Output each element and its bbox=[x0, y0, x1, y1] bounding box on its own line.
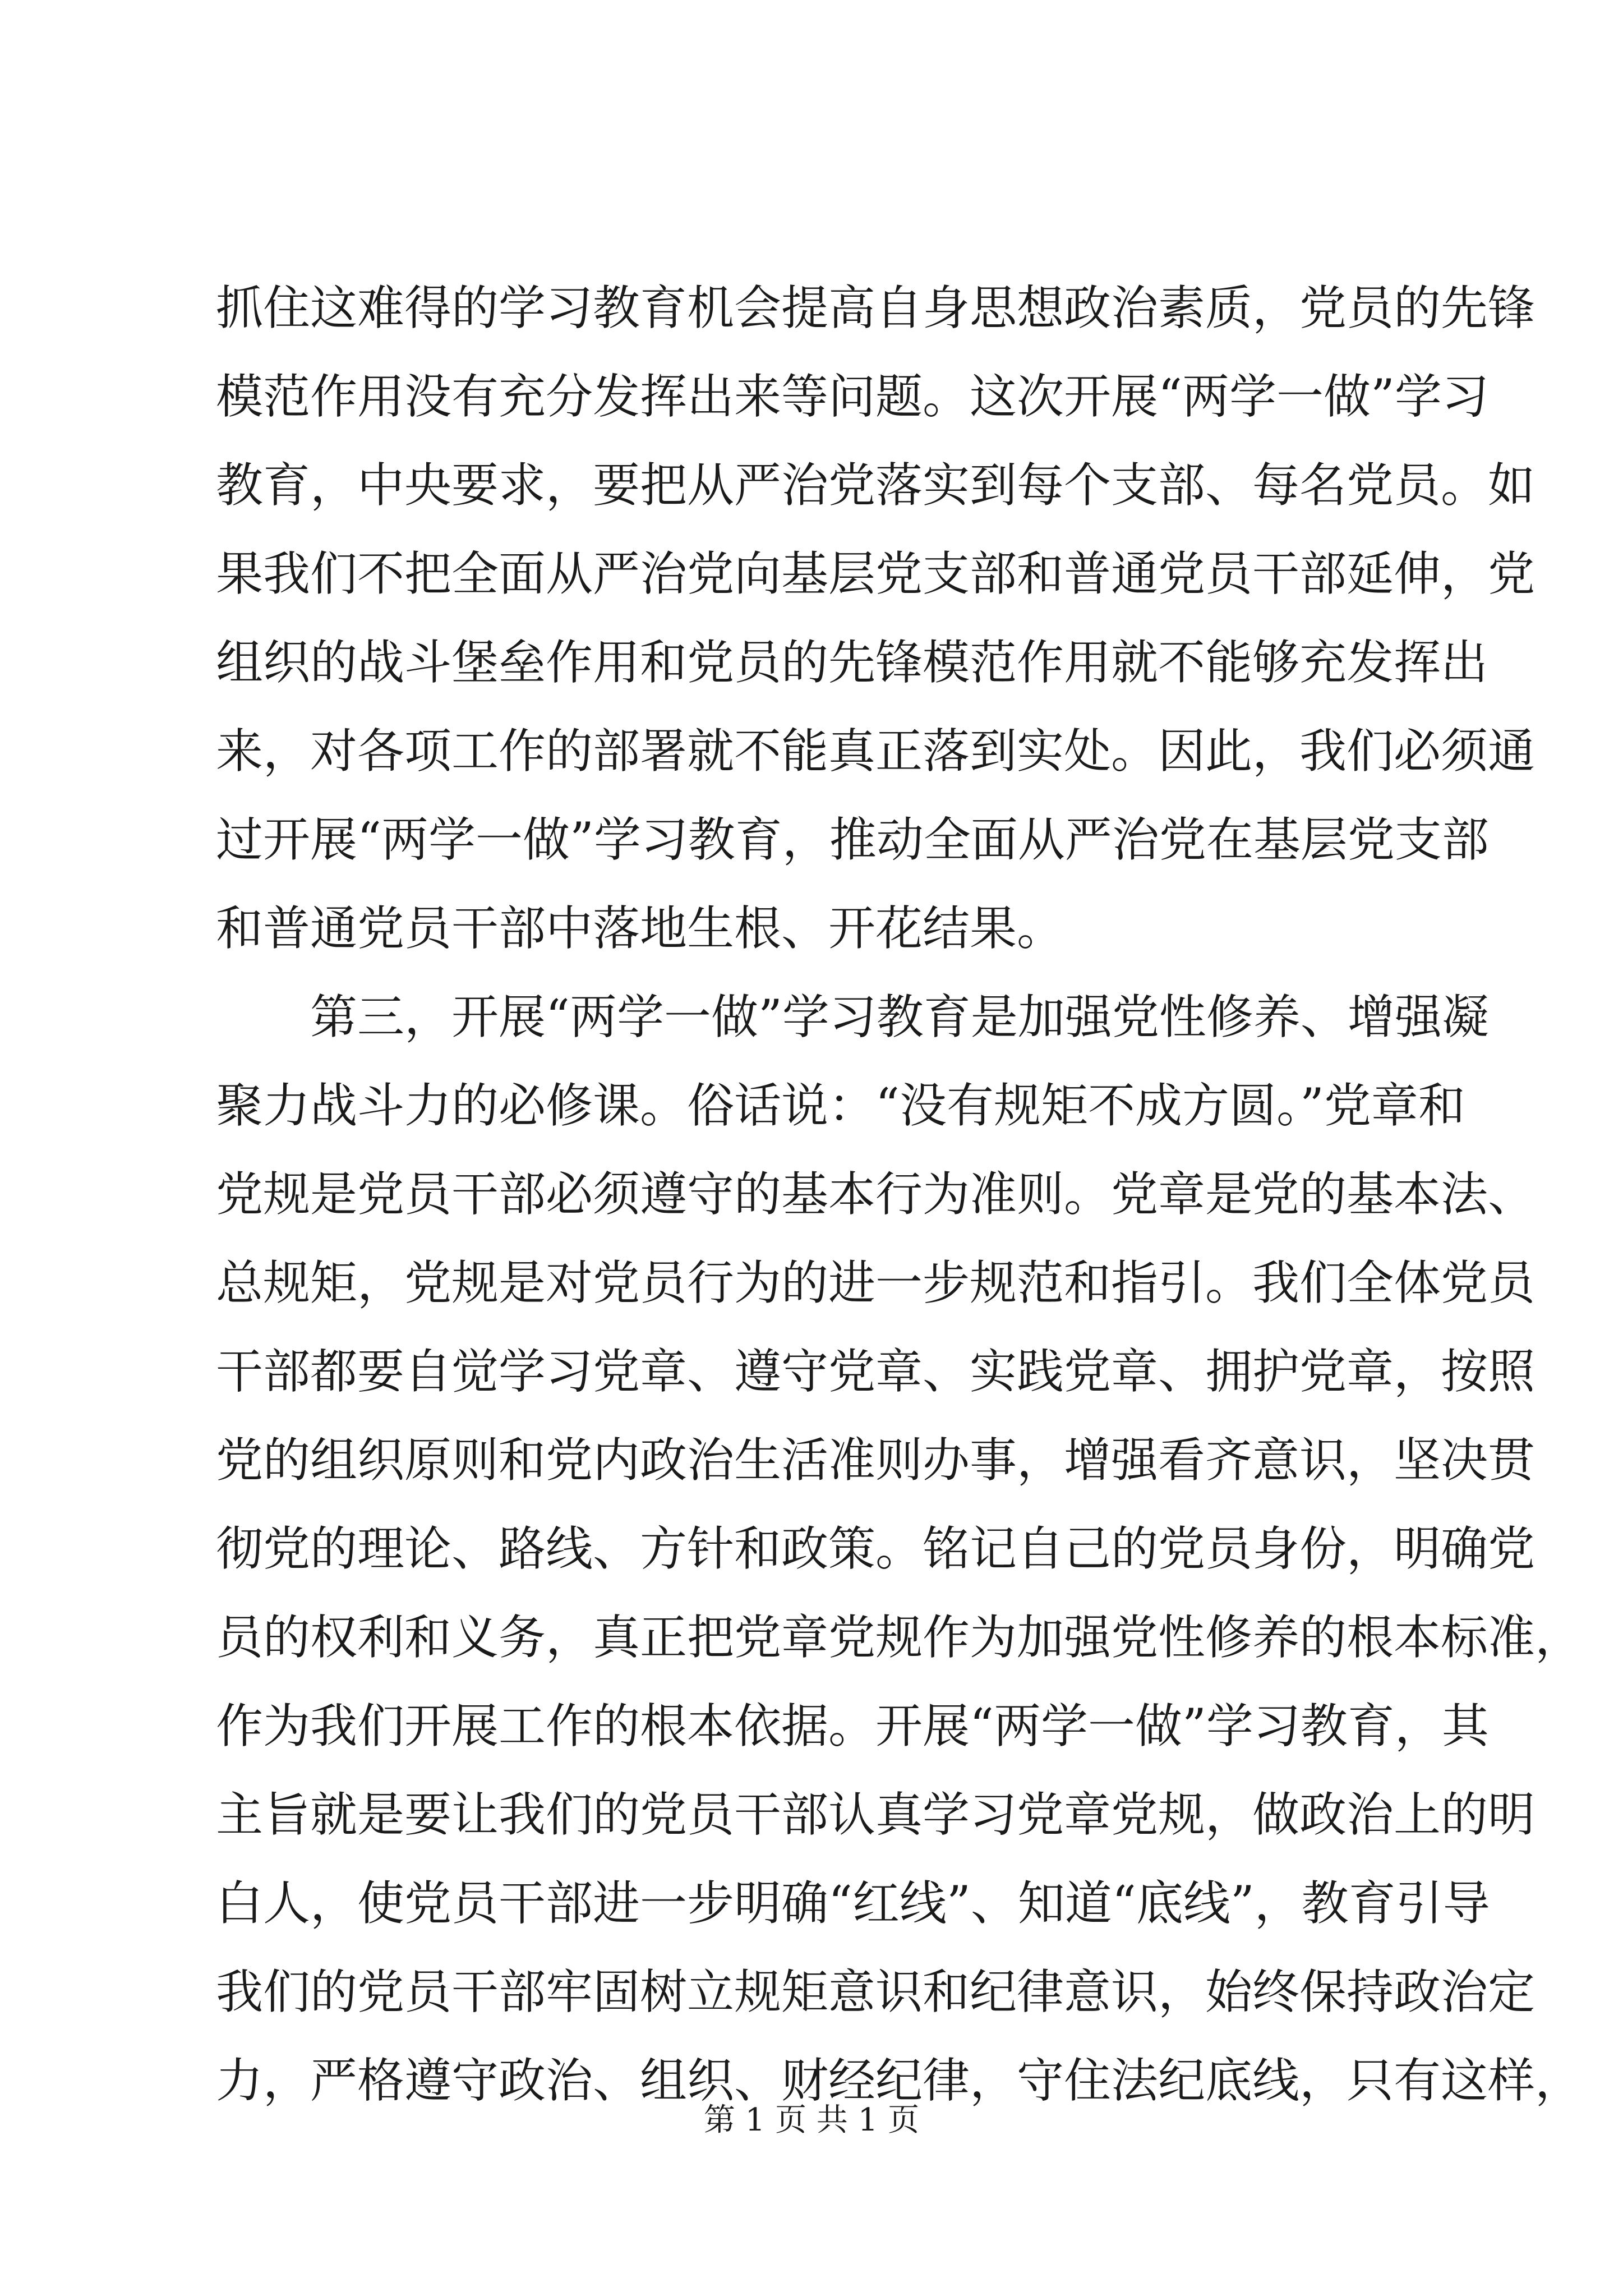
text-line: 聚力战斗力的必修课。俗话说：“没有规矩不成方圆。”党章和 bbox=[216, 1078, 1465, 1133]
text-line: 我们的党员干部牢固树立规矩意识和纪律意识，始终保持政治定 bbox=[216, 1964, 1536, 2019]
text-line: 过开展“两学一做”学习教育，推动全面从严治党在基层党支部 bbox=[216, 812, 1489, 867]
text-line: 党规是党员干部必须遵守的基本行为准则。党章是党的基本法、 bbox=[216, 1167, 1536, 1222]
text-line: 组织的战斗堡垒作用和党员的先锋模范作用就不能够充发挥出 bbox=[216, 635, 1488, 690]
text-line: 教育，中央要求，要把从严治党落实到每个支部、每名党员。如 bbox=[216, 458, 1536, 513]
page-number-label: 第 1 页 共 1 页 bbox=[703, 2102, 920, 2138]
text-line: 果我们不把全面从严治党向基层党支部和普通党员干部延伸，党 bbox=[216, 546, 1536, 601]
paragraph-first-line: 第三，开展“两学一做”学习教育是加强党性修养、增强凝 bbox=[216, 990, 1489, 1045]
text-line: 抓住这难得的学习教育机会提高自身思想政治素质，党员的先锋 bbox=[216, 280, 1536, 335]
text-line: 模范作用没有充分发挥出来等问题。这次开展“两学一做”学习 bbox=[216, 369, 1489, 424]
body-text bbox=[216, 264, 1583, 2125]
text-line: 员的权利和义务，真正把党章党规作为加强党性修养的根本标准， bbox=[216, 1610, 1583, 1665]
text-line: 党的组织原则和党内政治生活准则办事，增强看齐意识，坚决贯 bbox=[216, 1433, 1536, 1488]
text-line: 总规矩，党规是对党员行为的进一步规范和指引。我们全体党员 bbox=[216, 1255, 1536, 1310]
text-line: 来，对各项工作的部署就不能真正落到实处。因此，我们必须通 bbox=[216, 724, 1536, 779]
page-footer bbox=[0, 2101, 1623, 2140]
text-line: 干部都要自觉学习党章、遵守党章、实践党章、拥护党章，按照 bbox=[216, 1344, 1536, 1399]
text-line: 主旨就是要让我们的党员干部认真学习党章党规，做政治上的明 bbox=[216, 1787, 1536, 1842]
text-line: 彻党的理论、路线、方针和政策。铭记自己的党员身份，明确党 bbox=[216, 1521, 1536, 1576]
text-line: 白人，使党员干部进一步明确“红线”、知道“底线”，教育引导 bbox=[216, 1876, 1490, 1931]
paragraph-end-line: 和普通党员干部中落地生根、开花结果。 bbox=[216, 901, 1064, 956]
text-line: 力，严格遵守政治、组织、财经纪律，守住法纪底线，只有这样， bbox=[216, 2053, 1583, 2108]
text-line: 作为我们开展工作的根本依据。开展“两学一做”学习教育，其 bbox=[216, 1699, 1489, 1754]
